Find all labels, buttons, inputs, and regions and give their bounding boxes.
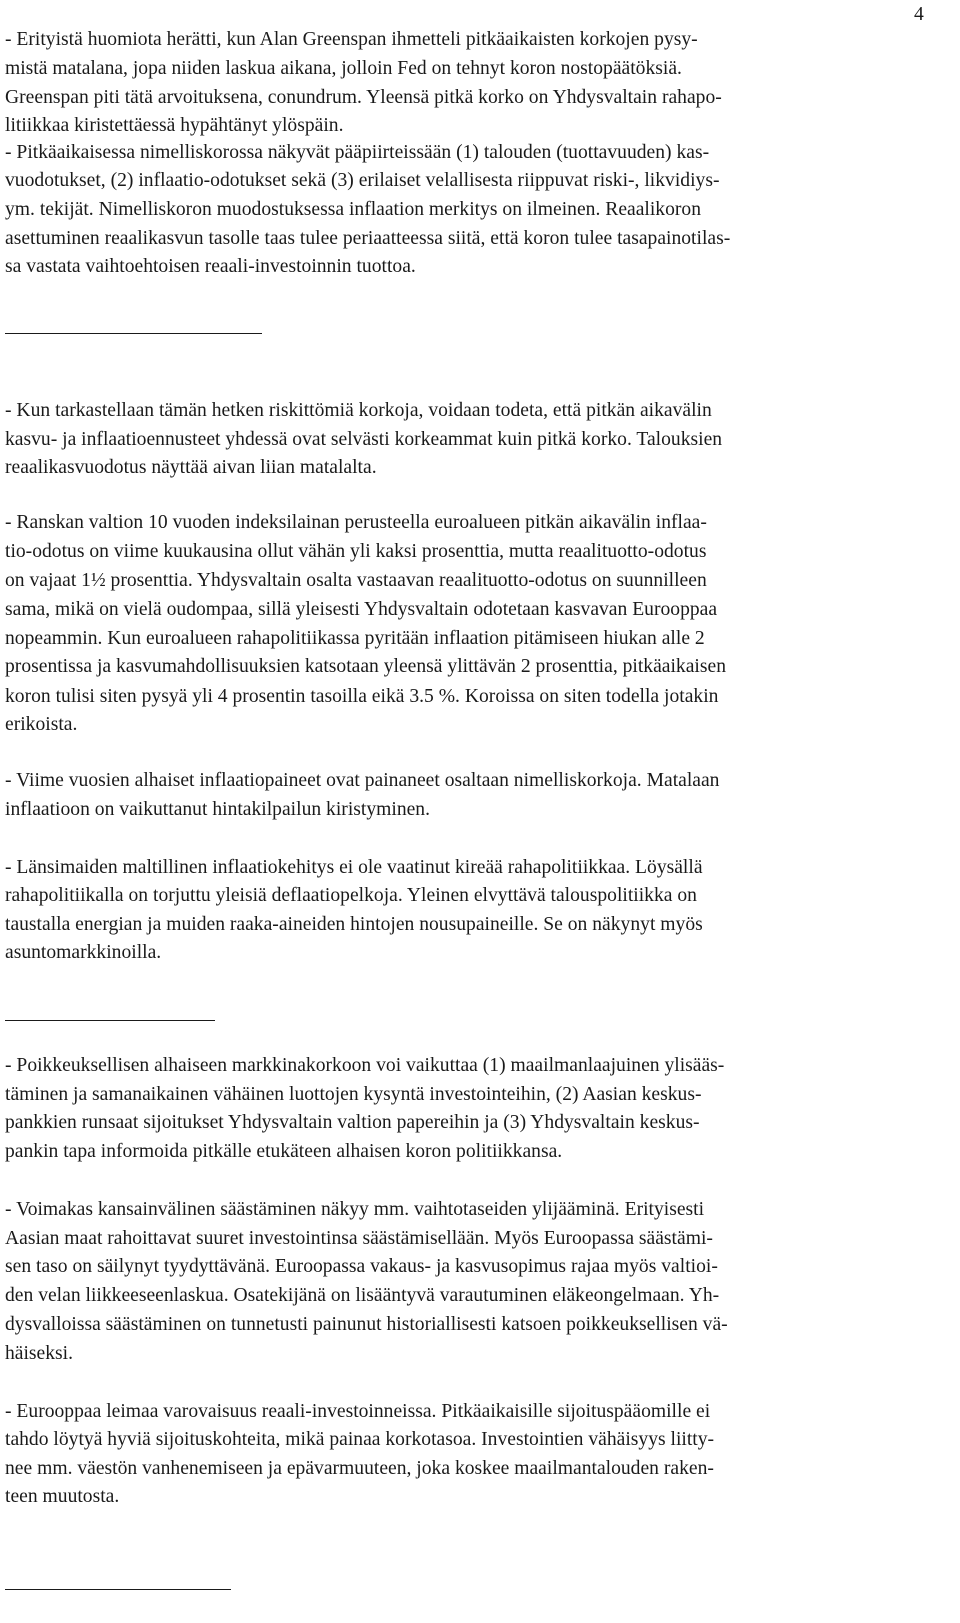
text-line: prosentissa ja kasvumahdollisuuksien katsotaan yleensä ylittävän 2 prosenttia, pitkäaikaisen xyxy=(5,656,726,677)
text-line: sama, mikä on vielä oudompaa, sillä yleisesti Yhdysvaltain odotetaan kasvavan Eurooppaa xyxy=(5,599,718,620)
text-line: - Pitkäaikaisessa nimelliskorossa näkyvät pääpiirteissään (1) talouden (tuottavuuden) kas- xyxy=(5,142,710,163)
text-line: tahdo löytyä hyviä sijoituskohteita, mikä painaa korkotasoa. Investointien vähäisyys liitty- xyxy=(5,1429,715,1450)
text-line: erikoista. xyxy=(5,714,78,735)
text-line: Aasian maat rahoittavat suuret investointinsa säästämisellään. Myös Euroopassa säästämi- xyxy=(5,1228,713,1249)
text-line: ym. tekijät. Nimelliskoron muodostuksessa inflaation merkitys on ilmeinen. Reaalikoron xyxy=(5,199,702,220)
text-line: inflaatioon on vaikuttanut hintakilpailun kiristyminen. xyxy=(5,799,431,820)
text-line: rahapolitiikalla on torjuttu yleisiä deflaatiopelkoja. Yleinen elvyttävä talouspolitiikka on xyxy=(5,885,697,906)
text-line: asettuminen reaalikasvun tasolle taas tulee periaatteessa siitä, että koron tulee tasapainotilas- xyxy=(5,228,731,249)
text-line: teen muutosta. xyxy=(5,1486,120,1507)
page-number: 4 xyxy=(914,4,924,25)
text-line: sa vastata vaihtoehtoisen reaali-investoinnin tuottoa. xyxy=(5,256,416,277)
text-line: pankin tapa informoida pitkälle etukäteen alhaisen koron politiikkansa. xyxy=(5,1141,563,1162)
text-line: - Viime vuosien alhaiset inflaatiopaineet ovat painaneet osaltaan nimelliskorkoja. Matalaan xyxy=(5,770,720,791)
text-line: sen taso on säilynyt tyydyttävänä. Euroopassa vakaus- ja kasvusopimus rajaa myös valtioi- xyxy=(5,1256,718,1277)
separator-line xyxy=(5,333,262,334)
text-line: - Voimakas kansainvälinen säästäminen näkyy mm. vaihtotaseiden ylijääminä. Erityisesti xyxy=(5,1199,705,1220)
separator-line xyxy=(5,1020,215,1021)
text-line: asuntomarkkinoilla. xyxy=(5,942,162,963)
text-line: - Ranskan valtion 10 vuoden indeksilainan perusteella euroalueen pitkän aikavälin inflaa- xyxy=(5,512,707,533)
text-line: häiseksi. xyxy=(5,1343,74,1364)
text-line: litiikkaa kiristettäessä hypähtänyt ylöspäin. xyxy=(5,115,344,136)
text-line: taustalla energian ja muiden raaka-aineiden hintojen nousupaineille. Se on näkynyt myös xyxy=(5,914,703,935)
text-line: nopeammin. Kun euroalueen rahapolitiikassa pyritään inflaation pitämiseen hiukan alle 2 xyxy=(5,628,705,649)
text-line: reaalikasvuodotus näyttää aivan liian matalalta. xyxy=(5,457,377,478)
text-line: vuodotukset, (2) inflaatio-odotukset sekä (3) erilaiset velallisesta riippuvat riski-, likvidiys- xyxy=(5,170,720,191)
text-line: - Eurooppaa leimaa varovaisuus reaali-investoinneissa. Pitkäaikaisille sijoituspääomille ei xyxy=(5,1401,711,1422)
text-line: on vajaat 1½ prosenttia. Yhdysvaltain osalta vastaavan reaalituotto-odotus on suunnilleen xyxy=(5,570,707,591)
text-line: täminen ja samanaikainen vähäinen luottojen kysyntä investointeihin, (2) Aasian keskus- xyxy=(5,1084,702,1105)
text-line: pankkien runsaat sijoitukset Yhdysvaltain valtion papereihin ja (3) Yhdysvaltain keskus- xyxy=(5,1112,700,1133)
text-line: tio-odotus on viime kuukausina ollut vähän yli kaksi prosenttia, mutta reaalituotto-odotus xyxy=(5,541,707,562)
text-line: Greenspan piti tätä arvoituksena, conundrum. Yleensä pitkä korko on Yhdysvaltain rahapo- xyxy=(5,87,722,108)
text-line: - Kun tarkastellaan tämän hetken riskittömiä korkoja, voidaan todeta, että pitkän aikavälin xyxy=(5,400,712,421)
text-line: koron tulisi siten pysyä yli 4 prosentin tasoilla eikä 3.5 %. Koroissa on siten todella jotakin xyxy=(5,686,719,707)
text-line: dysvalloissa säästäminen on tunnetusti painunut historiallisesti katsoen poikkeuksellisen vä- xyxy=(5,1314,728,1335)
text-line: nee mm. väestön vanhenemiseen ja epävarmuuteen, joka koskee maailmantalouden raken- xyxy=(5,1458,714,1479)
separator-line xyxy=(5,1589,231,1590)
text-line: - Länsimaiden maltillinen inflaatiokehitys ei ole vaatinut kireää rahapolitiikkaa. Löysällä xyxy=(5,857,703,878)
text-line: kasvu- ja inflaatioennusteet yhdessä ovat selvästi korkeammat kuin pitkä korko. Talouksien xyxy=(5,429,723,450)
text-line: - Poikkeuksellisen alhaiseen markkinakorkoon voi vaikuttaa (1) maailmanlaajuinen ylisääs- xyxy=(5,1055,725,1076)
text-line: - Erityistä huomiota herätti, kun Alan Greenspan ihmetteli pitkäaikaisten korkojen pysy- xyxy=(5,29,698,50)
text-line: mistä matalana, jopa niiden laskua aikana, jolloin Fed on tehnyt koron nostopäätöksiä. xyxy=(5,58,682,79)
text-line: den velan liikkeeseenlaskua. Osatekijänä on lisääntyvä varautuminen eläkeongelmaan. Yh- xyxy=(5,1285,720,1306)
